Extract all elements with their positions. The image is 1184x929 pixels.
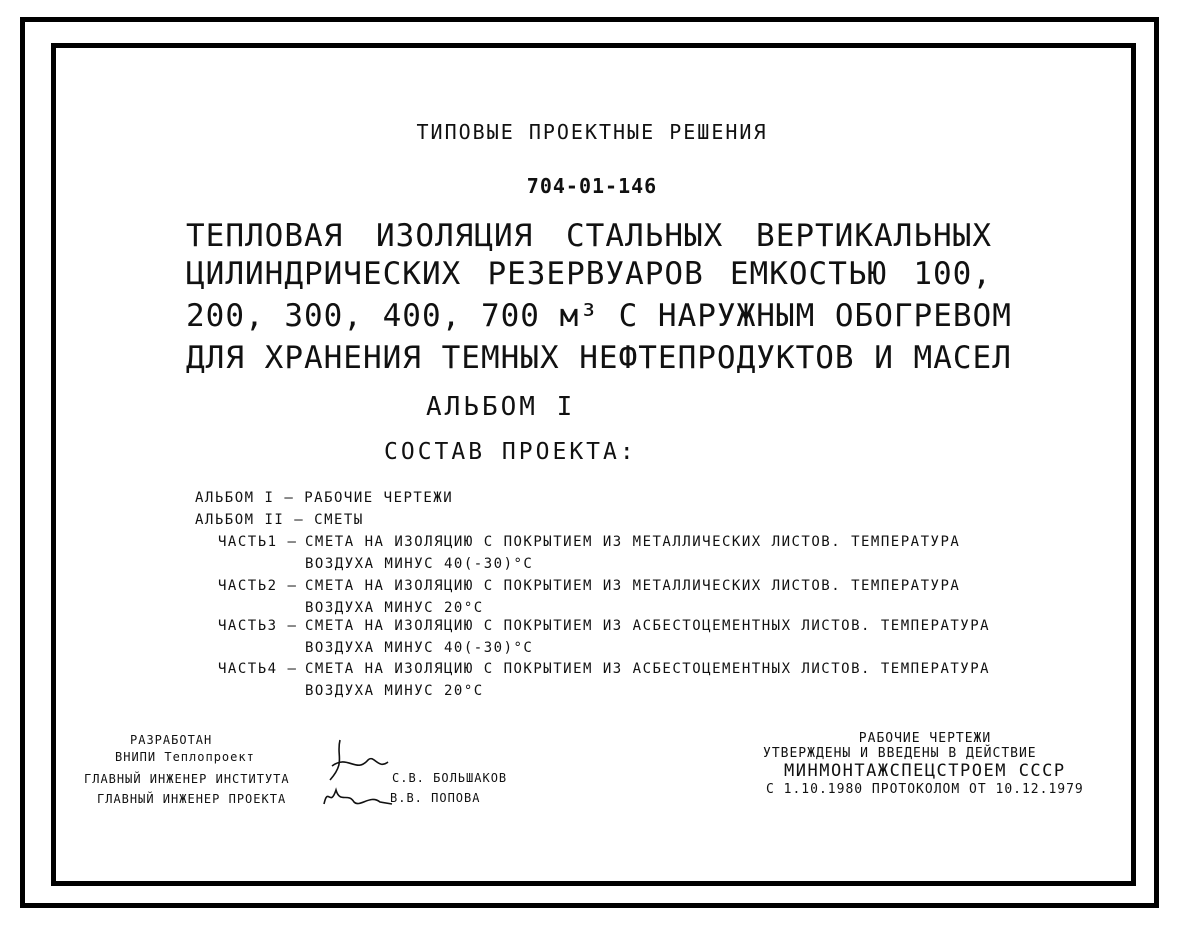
project-code: 704-01-146 [526, 174, 658, 198]
title-line-1: ТЕПЛОВАЯ ИЗОЛЯЦИЯ СТАЛЬНЫХ ВЕРТИКАЛЬНЫХ [186, 218, 992, 254]
signature-2-icon [320, 782, 394, 812]
part-2-line-2: ВОЗДУХА МИНУС 20°С [305, 600, 484, 616]
composition-heading: СОСТАВ ПРОЕКТА: [384, 439, 637, 465]
role-chief-engineer-project: ГЛАВНЫЙ ИНЖЕНЕР ПРОЕКТА [97, 792, 287, 806]
approval-line-2: УТВЕРЖДЕНЫ И ВВЕДЕНЫ В ДЕЙСТВИЕ [763, 746, 1037, 761]
part-1-line-2: ВОЗДУХА МИНУС 40(-30)°С [305, 556, 534, 572]
part-3-line-1: СМЕТА НА ИЗОЛЯЦИЮ С ПОКРЫТИЕМ ИЗ АСБЕСТОЦЕМЕНТНЫХ ЛИСТОВ. ТЕМПЕРАТУРА [305, 618, 991, 634]
part-1-line-1: СМЕТА НА ИЗОЛЯЦИЮ С ПОКРЫТИЕМ ИЗ МЕТАЛЛИЧЕСКИХ ЛИСТОВ. ТЕМПЕРАТУРА [305, 534, 961, 550]
part-4-line-2: ВОЗДУХА МИНУС 20°С [305, 683, 484, 699]
approval-ministry: МИНМОНТАЖСПЕЦСТРОЕМ СССР [784, 761, 1066, 781]
series-title: ТИПОВЫЕ ПРОЕКТНЫЕ РЕШЕНИЯ [416, 120, 768, 144]
album-1-entry: АЛЬБОМ I – РАБОЧИЕ ЧЕРТЕЖИ [195, 490, 454, 506]
album-title: АЛЬБОМ I [426, 392, 576, 422]
part-4-line-1: СМЕТА НА ИЗОЛЯЦИЮ С ПОКРЫТИЕМ ИЗ АСБЕСТОЦЕМЕНТНЫХ ЛИСТОВ. ТЕМПЕРАТУРА [305, 661, 991, 677]
approval-line-1: РАБОЧИЕ ЧЕРТЕЖИ [858, 731, 992, 746]
title-line-4: ДЛЯ ХРАНЕНИЯ ТЕМНЫХ НЕФТЕПРОДУКТОВ И МАСЕЛ [186, 340, 1012, 376]
developer-org: ВНИПИ Теплопроект [115, 750, 255, 764]
part-1-label: ЧАСТЬ1 – [218, 534, 298, 550]
title-line-2: ЦИЛИНДРИЧЕСКИХ РЕЗЕРВУАРОВ ЕМКОСТЬЮ 100, [186, 256, 992, 292]
name-popova: В.В. ПОПОВА [390, 791, 481, 805]
approval-protocol: С 1.10.1980 ПРОТОКОЛОМ ОТ 10.12.1979 [766, 782, 1084, 797]
part-4-label: ЧАСТЬ4 – [218, 661, 298, 677]
part-3-label: ЧАСТЬ3 – [218, 618, 298, 634]
name-bolshakov: С.В. БОЛЬШАКОВ [392, 771, 508, 785]
part-2-label: ЧАСТЬ2 – [218, 578, 298, 594]
part-3-line-2: ВОЗДУХА МИНУС 40(-30)°С [305, 640, 534, 656]
part-2-line-1: СМЕТА НА ИЗОЛЯЦИЮ С ПОКРЫТИЕМ ИЗ МЕТАЛЛИЧЕСКИХ ЛИСТОВ. ТЕМПЕРАТУРА [305, 578, 961, 594]
album-2-entry: АЛЬБОМ II – СМЕТЫ [195, 512, 364, 528]
role-chief-engineer-institute: ГЛАВНЫЙ ИНЖЕНЕР ИНСТИТУТА [84, 772, 290, 786]
developer-heading: РАЗРАБОТАН [130, 733, 213, 747]
title-line-3: 200, 300, 400, 700 м³ С НАРУЖНЫМ ОБОГРЕВОМ [186, 298, 1012, 334]
